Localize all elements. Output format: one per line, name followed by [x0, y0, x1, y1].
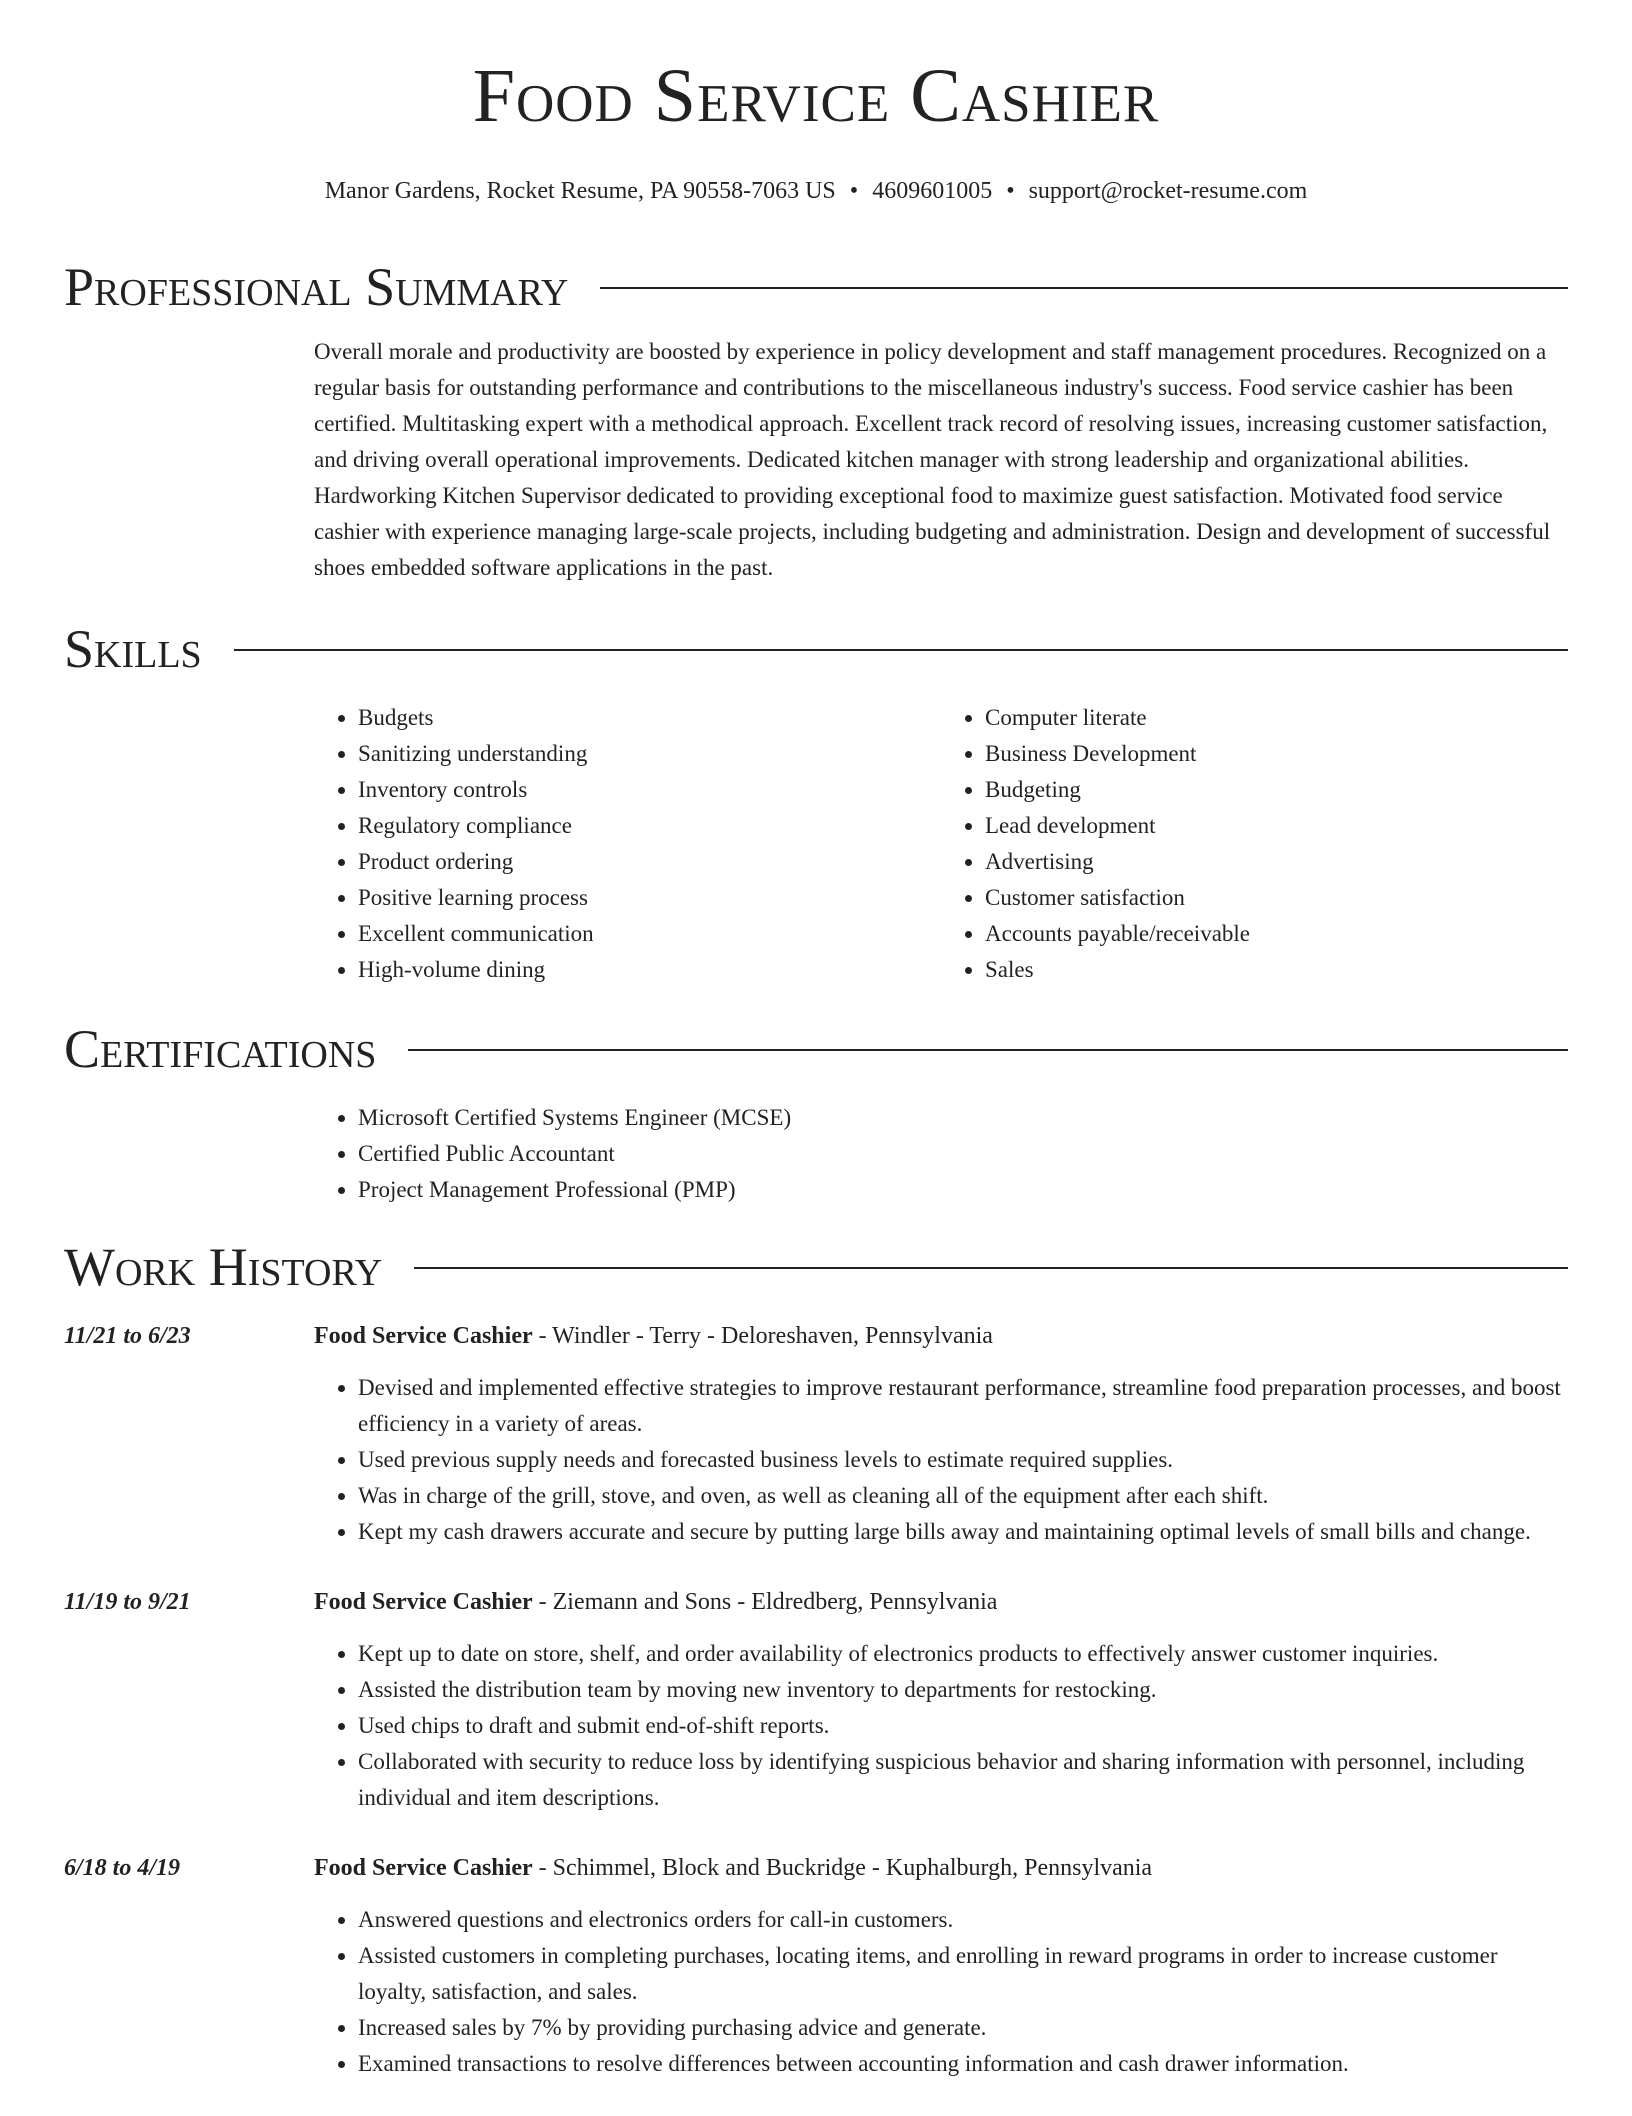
- work-history-section: [64, 1234, 1568, 2116]
- job-title: Food Service Cashier: [314, 1855, 533, 1881]
- job-bullet: • Was in charge of the grill, stove, and oven, as well as cleaning all of the equipment after each shift.: [358, 1478, 1568, 1514]
- skill-item: • Inventory controls: [358, 772, 941, 808]
- summary-heading: [64, 254, 1568, 324]
- skill-item: • Excellent communication: [358, 916, 941, 952]
- skills-heading: [64, 616, 1568, 686]
- job-bullet: • Kept up to date on store, shelf, and order availability of electronics products to effectively answer customer inquiries.: [358, 1636, 1568, 1672]
- job-bullet: • Examined transactions to resolve differences between accounting information and cash drawer information.: [358, 2046, 1568, 2082]
- job-bullet: • Used previous supply needs and forecasted business levels to estimate required supplies.: [358, 1442, 1568, 1478]
- job-bullets: [314, 1902, 1568, 2082]
- job-details: - Schimmel, Block and Buckridge - Kuphalburgh, Pennsylvania: [532, 1855, 1153, 1881]
- job-heading: [314, 1584, 1568, 1620]
- job-bullet: • Kept my cash drawers accurate and secure by putting large bills away and maintaining optimal levels of small bills and change.: [358, 1514, 1568, 1550]
- job-title: Food Service Cashier: [314, 1589, 533, 1615]
- skill-item: • Customer satisfaction: [985, 880, 1568, 916]
- contact-email: support@rocket-resume.com: [1028, 178, 1308, 204]
- contact-separator: •: [1006, 178, 1015, 204]
- job-dates: 11/19 to 9/21: [64, 1589, 191, 1615]
- job-details: - Ziemann and Sons - Eldredberg, Pennsylvania: [532, 1589, 998, 1615]
- job-dates: 11/21 to 6/23: [64, 1323, 191, 1349]
- job-bullet: • Assisted the distribution team by moving new inventory to departments for restocking.: [358, 1672, 1568, 1708]
- skills-column-left: [314, 700, 941, 988]
- skill-item: • Sanitizing understanding: [358, 736, 941, 772]
- candidate-name: Food Service Cashier: [472, 54, 1160, 138]
- contact-phone: 4609601005: [872, 178, 993, 204]
- certifications-title: Certifications: [64, 1016, 408, 1082]
- skill-item: • Lead development: [985, 808, 1568, 844]
- job-heading: [314, 1850, 1568, 1886]
- job-entry: [64, 1318, 1568, 1550]
- work-history-heading: [64, 1234, 1568, 1304]
- job-entry: [64, 1850, 1568, 2082]
- contact-line: [0, 176, 1632, 206]
- skill-item: • Budgeting: [985, 772, 1568, 808]
- section-divider: [64, 649, 1568, 651]
- job-bullet: • Increased sales by 7% by providing purchasing advice and generate.: [358, 2010, 1568, 2046]
- certification-item: • Microsoft Certified Systems Engineer (MCSE): [358, 1100, 1568, 1136]
- skills-list: [314, 700, 1568, 988]
- summary-title: Professional Summary: [64, 254, 600, 320]
- job-heading: [314, 1318, 1568, 1354]
- job-bullet: • Used chips to draft and submit end-of-shift reports.: [358, 1708, 1568, 1744]
- skills-title: Skills: [64, 616, 234, 682]
- contact-separator: •: [849, 178, 859, 204]
- skill-item: • Sales: [985, 952, 1568, 988]
- skill-item: • High-volume dining: [358, 952, 941, 988]
- skills-column-right: [941, 700, 1568, 988]
- job-bullet: • Collaborated with security to reduce loss by identifying suspicious behavior and sharing information with personnel, including individual and item descriptions.: [358, 1744, 1568, 1816]
- skill-item: • Regulatory compliance: [358, 808, 941, 844]
- skill-item: • Business Development: [985, 736, 1568, 772]
- job-details: - Windler - Terry - Deloreshaven, Pennsylvania: [532, 1323, 993, 1349]
- job-bullets: [314, 1370, 1568, 1550]
- skill-item: • Advertising: [985, 844, 1568, 880]
- skills-section: [64, 616, 1568, 988]
- job-title: Food Service Cashier: [314, 1323, 533, 1349]
- skill-item: • Computer literate: [985, 700, 1568, 736]
- job-bullets: [314, 1636, 1568, 1816]
- skill-item: • Budgets: [358, 700, 941, 736]
- job-bullet: • Answered questions and electronics orders for call-in customers.: [358, 1902, 1568, 1938]
- certifications-list: [314, 1100, 1568, 1208]
- job-entry: [64, 1584, 1568, 1816]
- skill-item: • Positive learning process: [358, 880, 941, 916]
- job-bullet: • Assisted customers in completing purchases, locating items, and enrolling in reward programs in order to increase customer loyalty, satisfaction, and sales.: [358, 1938, 1568, 2010]
- summary-section: [64, 254, 1568, 586]
- work-history-title: Work History: [64, 1234, 414, 1300]
- certification-item: • Certified Public Accountant: [358, 1136, 1568, 1172]
- certification-item: • Project Management Professional (PMP): [358, 1172, 1568, 1208]
- skill-item: • Product ordering: [358, 844, 941, 880]
- summary-text: Overall morale and productivity are boosted by experience in policy development and staff management procedures. Recognized on a regular basis for outstanding performance and contributions to the miscellaneous industry's success. Food service cashier has been certified. Multitasking expert with a methodical approach. Excellent track record of resolving issues, increasing customer satisfaction, and driving overall operational improvements. Dedicated kitchen manager with strong leadership and organizational abilities. Hardworking Kitchen Supervisor dedicated to providing exceptional food to maximize guest satisfaction. Motivated food service cashier with experience managing large-scale projects, including budgeting and administration. Design and development of successful shoes embedded software applications in the past.: [314, 339, 1551, 580]
- certifications-heading: [64, 1016, 1568, 1086]
- contact-address: Manor Gardens, Rocket Resume, PA 90558-7063 US: [324, 178, 836, 204]
- job-list: [64, 1318, 1568, 2082]
- skill-item: • Accounts payable/receivable: [985, 916, 1568, 952]
- job-dates: 6/18 to 4/19: [64, 1855, 181, 1881]
- job-bullet: • Devised and implemented effective strategies to improve restaurant performance, streamline food preparation processes, and boost efficiency in a variety of areas.: [358, 1370, 1568, 1442]
- certifications-section: [64, 1016, 1568, 1208]
